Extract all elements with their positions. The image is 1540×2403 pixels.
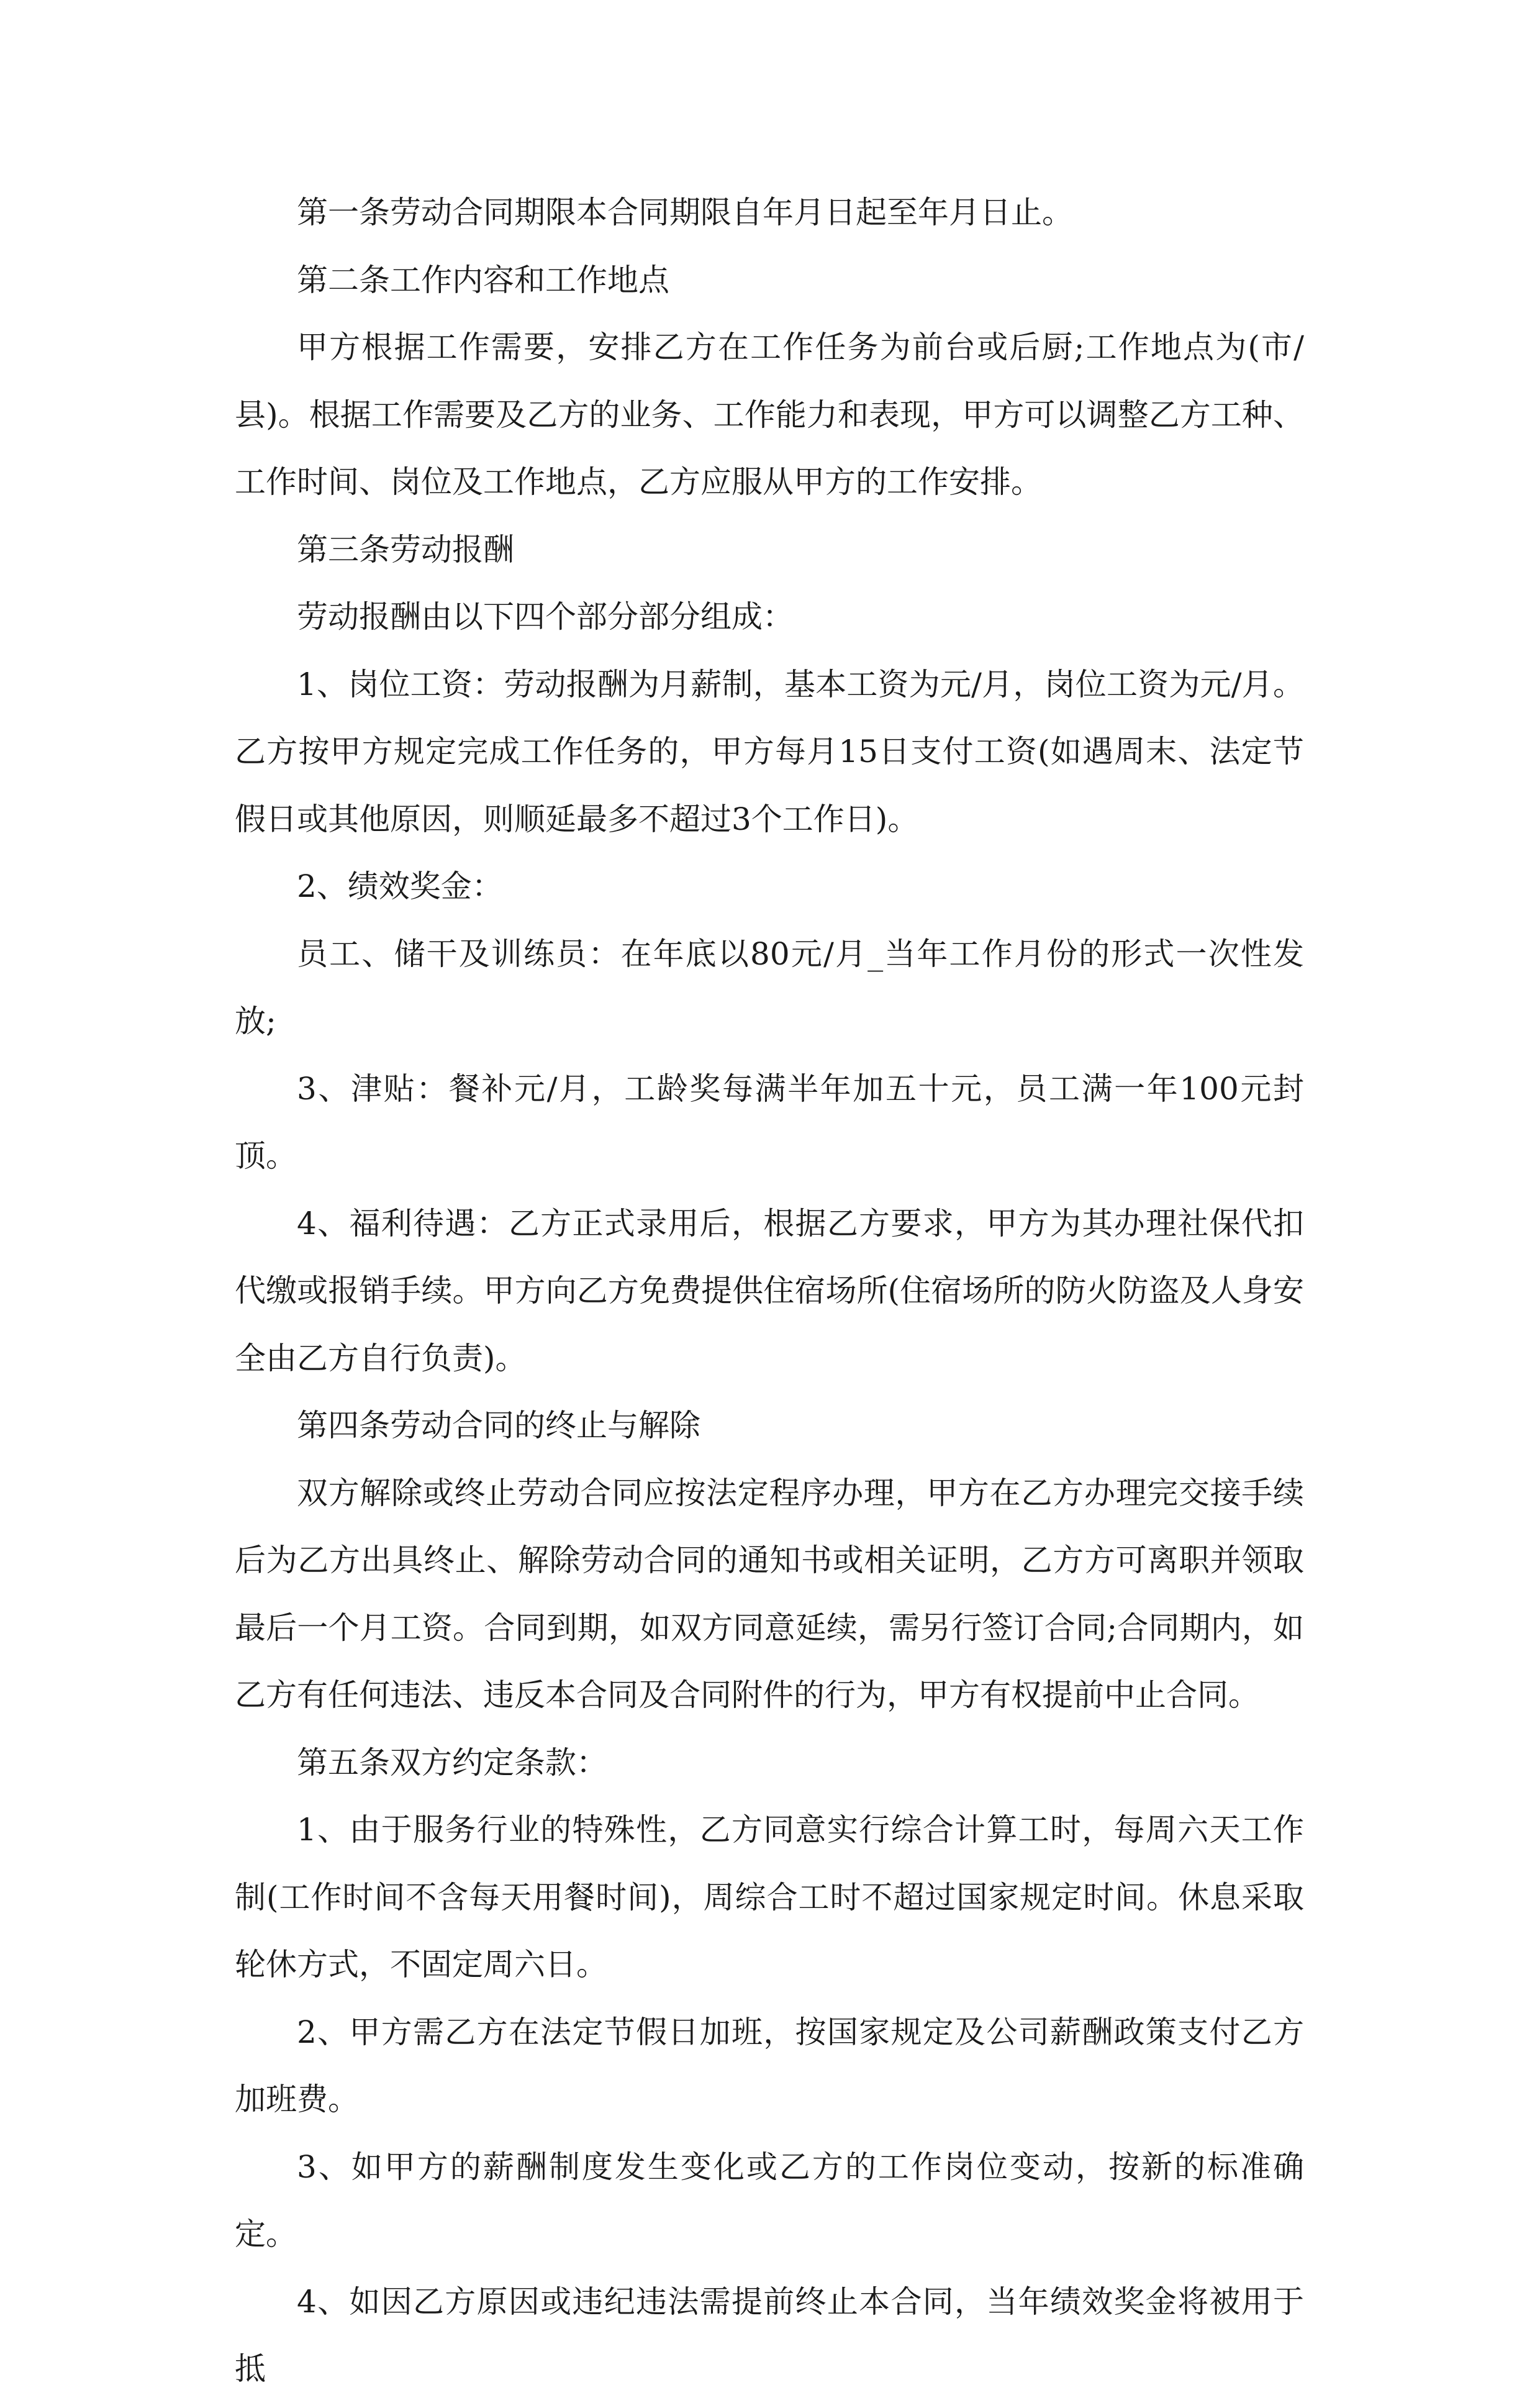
clause-1-term: 第一条劳动合同期限本合同期限自年月日起至年月日止。: [297, 194, 1073, 230]
clause-5-heading: 第五条双方约定条款：: [297, 1744, 607, 1781]
clause-3-item-3: 3、津贴：餐补元/月，工龄奖每满半年加五十元，员工满一年100元封顶。: [235, 1070, 1304, 1174]
clause-3-item-2-detail: 员工、储干及训练员：在年底以80元/月_当年工作月份的形式一次性发放;: [235, 935, 1304, 1039]
clause-3-heading: 第三条劳动报酬: [297, 531, 514, 568]
clause-3-intro: 劳动报酬由以下四个部分部分组成：: [297, 599, 794, 635]
clause-4-heading: 第四条劳动合同的终止与解除: [297, 1407, 700, 1443]
document-body: [235, 179, 1304, 2403]
clause-5-item-3: 3、如甲方的薪酬制度发生变化或乙方的工作岗位变动，按新的标准确定。: [235, 2148, 1304, 2252]
clause-2-heading: 第二条工作内容和工作地点: [297, 261, 669, 298]
clause-5-item-1: 1、由于服务行业的特殊性，乙方同意实行综合计算工时，每周六天工作制(工作时间不含每天用餐时间)，周综合工时不超过国家规定时间。休息采取轮休方式，不固定周六日。: [235, 1812, 1304, 1983]
clause-4-body: 双方解除或终止劳动合同应按法定程序办理，甲方在乙方办理完交接手续后为乙方出具终止、解除劳动合同的通知书或相关证明，乙方方可离职并领取最后一个月工资。合同到期，如双方同意延续，需另行签订合同;合同期内，如乙方有任何违法、违反本合同及合同附件的行为，甲方有权提前中止合同。: [235, 1474, 1304, 1713]
clause-3-item-4: 4、福利待遇：乙方正式录用后，根据乙方要求，甲方为其办理社保代扣代缴或报销手续。甲方向乙方免费提供住宿场所(住宿场所的防火防盗及人身安全由乙方自行负责)。: [235, 1205, 1304, 1376]
clause-5-item-4: 4、如因乙方原因或违纪违法需提前终止本合同，当年绩效奖金将被用于抵: [235, 2283, 1304, 2387]
clause-3-item-2: 2、绩效奖金：: [297, 868, 503, 904]
clause-2-body: 甲方根据工作需要，安排乙方在工作任务为前台或后厨;工作地点为(市/县)。根据工作需要及乙方的业务、工作能力和表现，甲方可以调整乙方工种、工作时间、岗位及工作地点，乙方应服从甲方的工作安排。: [235, 329, 1304, 500]
clause-5-item-2: 2、甲方需乙方在法定节假日加班，按国家规定及公司薪酬政策支付乙方加班费。: [235, 2014, 1304, 2117]
clause-3-item-1: 1、岗位工资：劳动报酬为月薪制，基本工资为元/月，岗位工资为元/月。乙方按甲方规定完成工作任务的，甲方每月15日支付工资(如遇周末、法定节假日或其他原因，则顺延最多不超过3个工作日)。: [235, 666, 1304, 837]
